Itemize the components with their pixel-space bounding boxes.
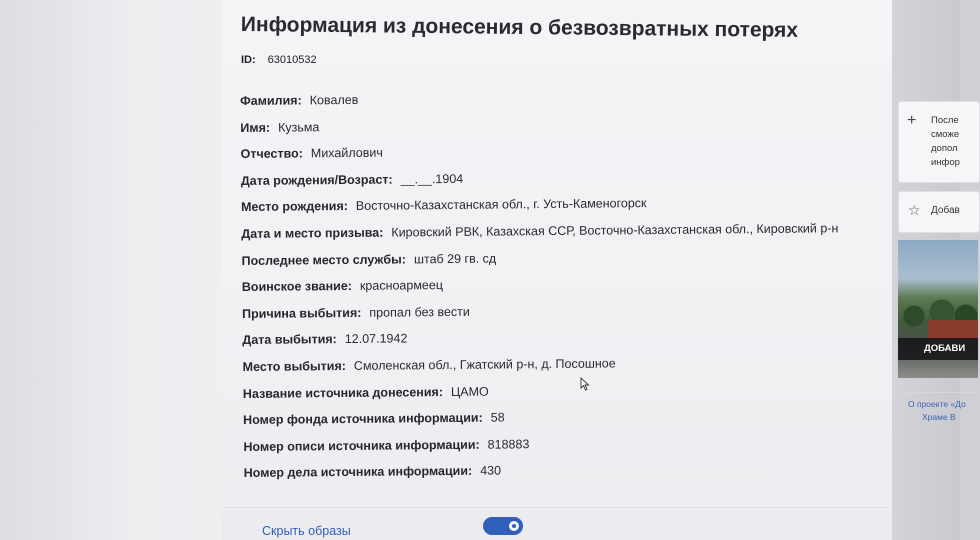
notice-line: допол: [931, 143, 958, 154]
promo-banner: [898, 338, 978, 360]
field-value: 58: [490, 410, 505, 425]
sidebar-notice[interactable]: [898, 101, 980, 183]
field-label: Дата и место призыва:: [241, 225, 384, 241]
field-label: Номер дела источника информации:: [243, 464, 473, 481]
field-value: __.__.1904: [400, 171, 464, 187]
add-favorite-button[interactable]: [898, 191, 980, 233]
mouse-cursor-icon: [580, 377, 590, 391]
promo-caption-link[interactable]: [898, 392, 978, 429]
hide-images-link[interactable]: Скрыть образы: [262, 524, 351, 538]
add-favorite-label: Добав: [931, 205, 960, 216]
field-value: Кировский РВК, Казахская ССР, Восточно-Казахстанская обл., Кировский р-н: [391, 221, 839, 240]
sidebar-notice-text: [931, 114, 960, 170]
field-label: Номер описи источника информации:: [243, 437, 480, 454]
promo-caption-line: О проекте «До: [908, 399, 966, 409]
field-label: Место рождения:: [241, 199, 348, 215]
promo-image[interactable]: [898, 240, 978, 378]
field-label: Имя:: [240, 120, 271, 135]
field-value: Кузьма: [277, 119, 320, 135]
field-label: Фамилия:: [240, 93, 302, 108]
section-divider: [226, 507, 886, 508]
field-value: Смоленская обл., Гжатский р-н, д. Посошное: [353, 356, 616, 373]
field-value: Восточно-Казахстанская обл., г. Усть-Каменогорск: [355, 196, 647, 214]
record-id: [241, 54, 317, 66]
notice-line: сможе: [931, 129, 960, 140]
field-label: Дата рождения/Возраст:: [240, 172, 393, 188]
field-value: Михайлович: [310, 145, 383, 161]
field-value: Ковалев: [309, 92, 359, 108]
field-value: 12.07.1942: [344, 331, 408, 347]
field-label: Место выбытия:: [242, 358, 346, 374]
field-value: 430: [480, 463, 502, 479]
notice-line: инфор: [931, 157, 960, 168]
field-label: Название источника донесения:: [242, 384, 444, 401]
field-label: Дата выбытия:: [242, 332, 337, 348]
record-id-label: ID:: [241, 54, 256, 66]
plus-icon: +: [907, 112, 917, 129]
field-label: Номер фонда источника информации:: [243, 410, 483, 428]
promo-banner-text: ДОБАВИ: [924, 343, 966, 354]
field-value: красноармеец: [359, 278, 444, 294]
field-value: пропал без вести: [369, 304, 470, 320]
toggle-knob: [509, 521, 519, 531]
field-label: Отчество:: [240, 146, 303, 162]
field-label: Последнее место службы:: [241, 251, 406, 268]
hide-images-toggle[interactable]: [483, 517, 523, 535]
field-value: штаб 29 гв. сд: [413, 251, 497, 266]
field-value: 818883: [487, 436, 530, 452]
page-title: Информация из донесения о безвозвратных потерях: [240, 13, 799, 42]
field-label: Причина выбытия:: [242, 305, 362, 321]
record-id-value: 63010532: [267, 54, 317, 66]
promo-building: [928, 320, 978, 340]
field-value: ЦАМО: [450, 384, 489, 399]
star-icon: ☆: [908, 202, 921, 218]
field-label: Воинское звание:: [241, 279, 352, 295]
notice-line: После: [931, 115, 959, 126]
promo-caption-line: Храме В: [922, 412, 956, 422]
record-fields: [240, 86, 884, 491]
